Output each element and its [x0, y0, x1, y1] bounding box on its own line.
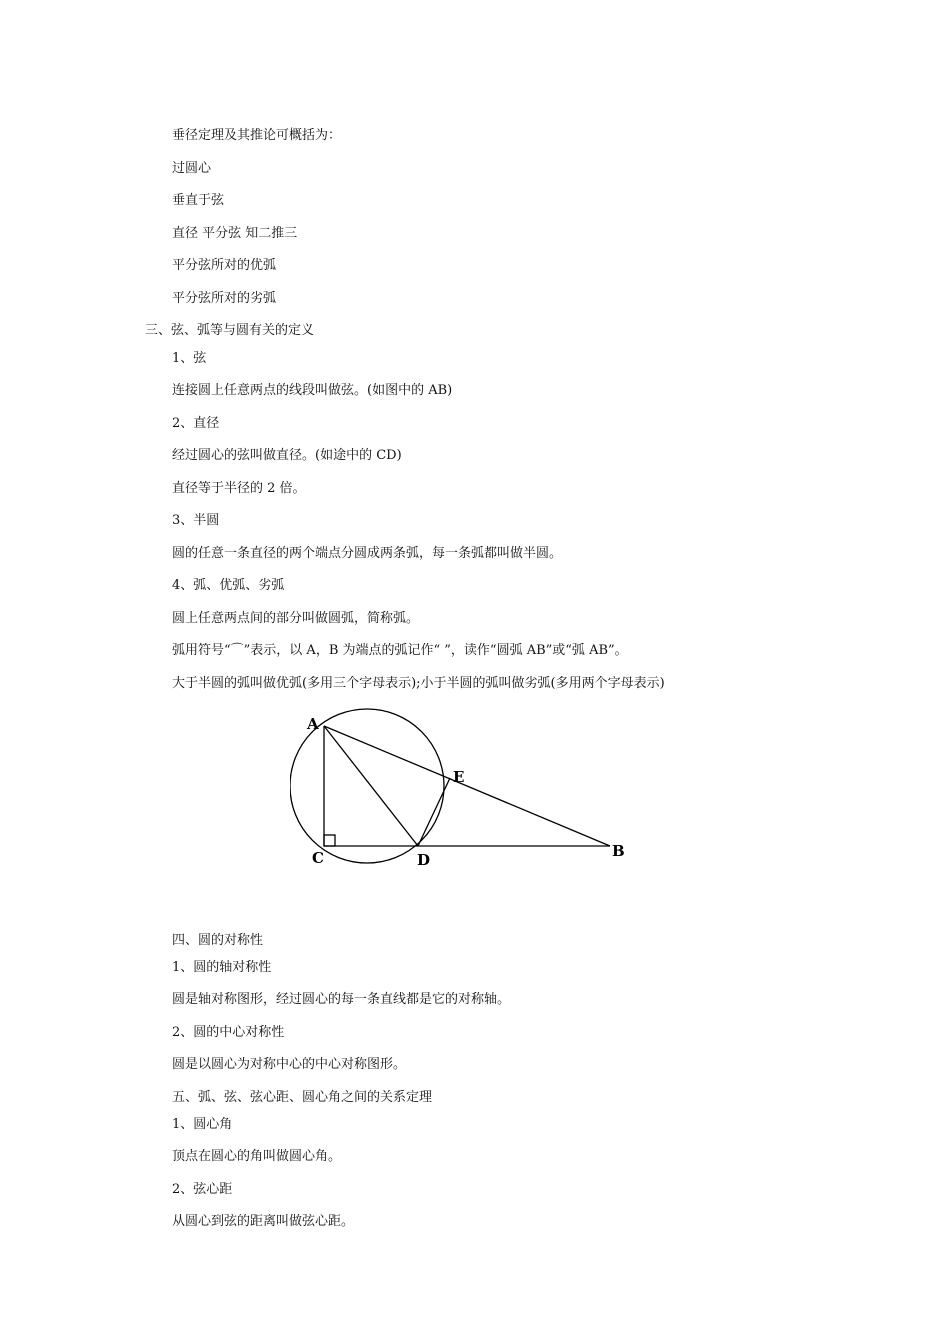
text-line: 从圆心到弦的距离叫做弦心距。 [172, 1214, 355, 1229]
right-angle-mark [324, 835, 335, 846]
text-line: 经过圆心的弦叫做直径。(如途中的 CD) [172, 448, 402, 463]
text-line: 直径等于半径的 2 倍。 [172, 481, 306, 496]
label-d: D [417, 851, 431, 869]
text-line: 连接圆上任意两点的线段叫做弦。(如图中的 AB) [172, 383, 453, 398]
subheading: 2、弦心距 [172, 1182, 233, 1197]
segment-ad [324, 726, 418, 846]
section-heading: 五、弧、弦、弦心距、圆心角之间的关系定理 [172, 1090, 433, 1105]
subheading: 2、直径 [172, 416, 220, 431]
section-heading: 四、圆的对称性 [172, 933, 264, 948]
text-line: 直径 平分弦 知二推三 [172, 226, 298, 241]
subheading: 1、圆的轴对称性 [172, 960, 272, 975]
text-line: 垂径定理及其推论可概括为： [172, 128, 342, 143]
geometry-diagram [290, 706, 630, 878]
text-line: 垂直于弦 [172, 193, 225, 208]
text-line: 平分弦所对的劣弧 [172, 291, 277, 306]
text-line: 圆是轴对称图形，经过圆心的每一条直线都是它的对称轴。 [172, 992, 511, 1007]
label-c: C [312, 849, 324, 867]
label-e: E [453, 768, 465, 786]
label-a: A [307, 715, 319, 733]
text-line: 圆的任意一条直径的两个端点分圆成两条弧，每一条弧都叫做半圆。 [172, 546, 563, 561]
subheading: 2、圆的中心对称性 [172, 1025, 285, 1040]
text-line: 圆是以圆心为对称中心的中心对称图形。 [172, 1057, 407, 1072]
segment-de [418, 778, 450, 846]
subheading: 4、弧、优弧、劣弧 [172, 578, 285, 593]
section-heading: 三、弦、弧等与圆有关的定义 [145, 323, 315, 338]
text-line: 大于半圆的弧叫做优弧(多用三个字母表示);小于半圆的弧叫做劣弧(多用两个字母表示) [172, 676, 665, 691]
circle-geometry-figure [290, 706, 630, 878]
text-line: 圆上任意两点间的部分叫做圆弧，简称弧。 [172, 611, 420, 626]
subheading: 1、圆心角 [172, 1117, 233, 1132]
subheading: 3、半圆 [172, 513, 220, 528]
text-line: 过圆心 [172, 161, 212, 176]
text-line: 弧用符号“⌒”表示，以 A，B 为端点的弧记作“ ”，读作“圆弧 AB”或“弧 AB”。 [172, 643, 628, 658]
subheading: 1、弦 [172, 351, 207, 366]
segment-ab [324, 726, 610, 846]
label-b: B [612, 842, 625, 860]
text-line: 顶点在圆心的角叫做圆心角。 [172, 1149, 342, 1164]
text-line: 平分弦所对的优弧 [172, 258, 277, 273]
